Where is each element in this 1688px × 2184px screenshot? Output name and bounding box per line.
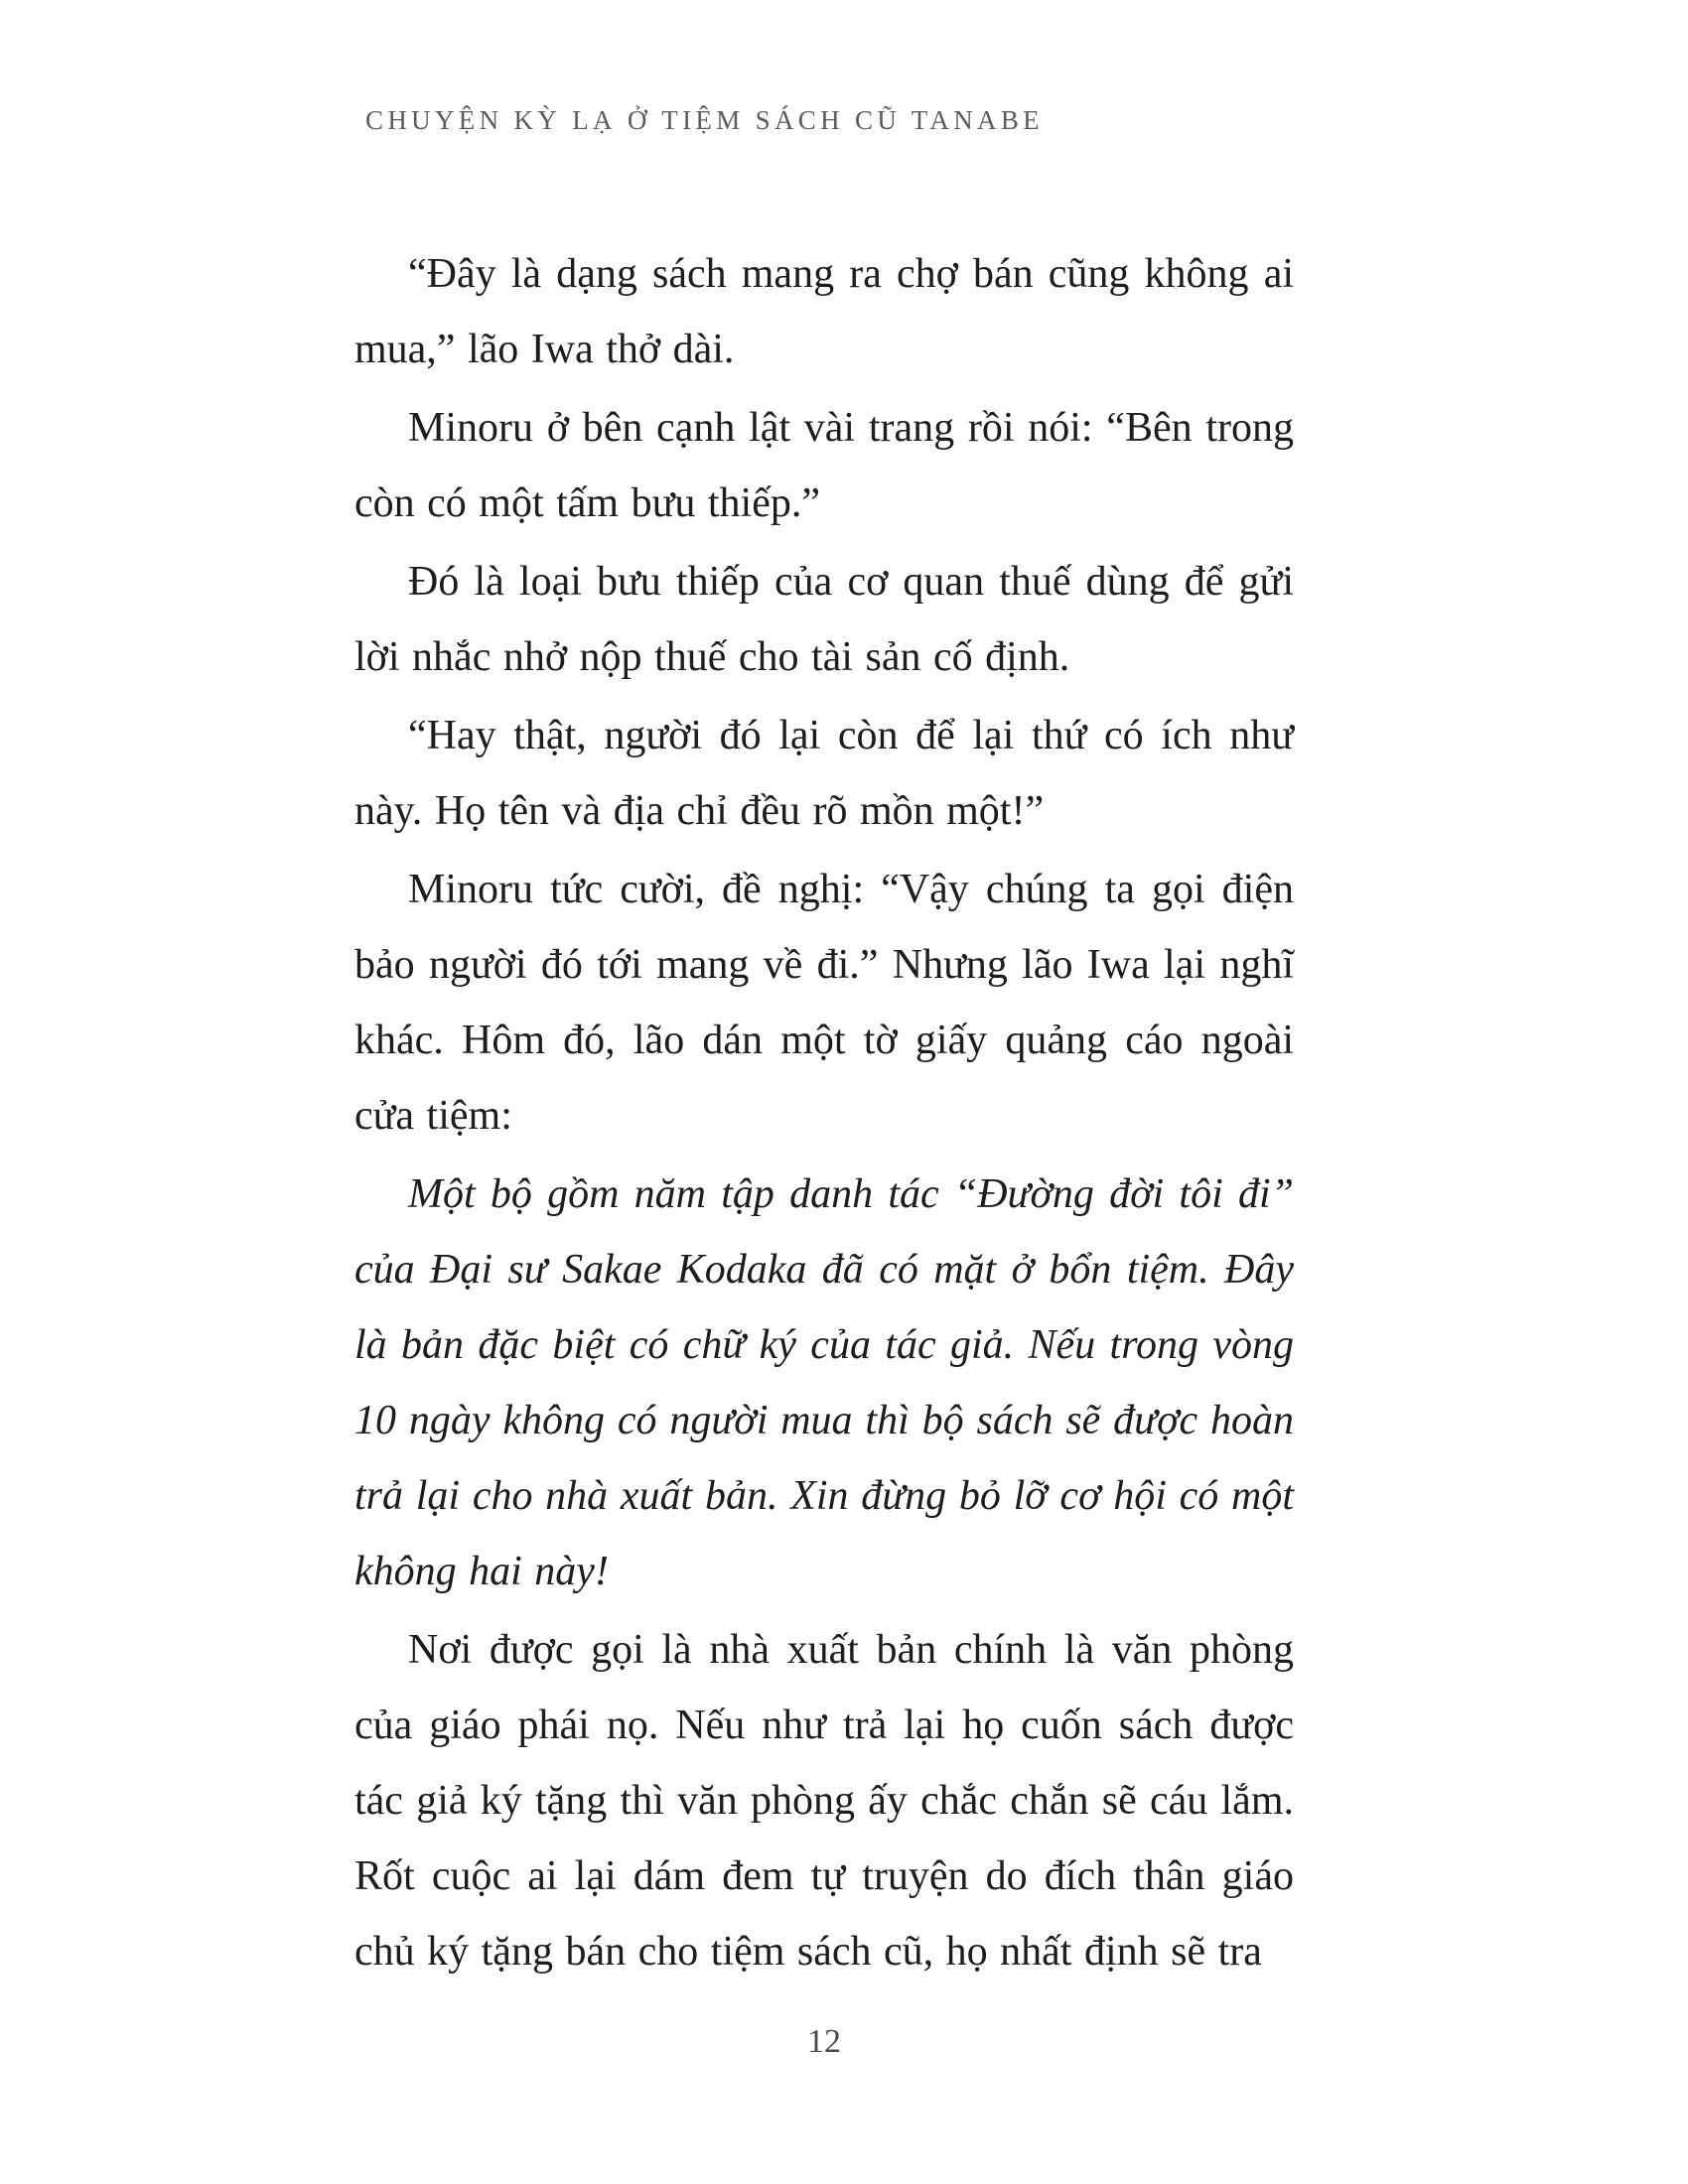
body-text-block [354, 236, 1294, 1992]
running-head: CHUYỆN KỲ LẠ Ở TIỆM SÁCH CŨ TANABE [365, 105, 1044, 135]
paragraph: Đó là loại bưu thiếp của cơ quan thuế dùng để gửi lời nhắc nhở nộp thuế cho tài sản cố định. [354, 559, 1294, 680]
paragraph: “Đây là dạng sách mang ra chợ bán cũng không ai mua,” lão Iwa thở dài. [354, 251, 1294, 372]
paragraph: “Hay thật, người đó lại còn để lại thứ có ích như này. Họ tên và địa chỉ đều rõ mồn một!” [354, 713, 1294, 834]
paragraph: Minoru ở bên cạnh lật vài trang rồi nói: “Bên trong còn có một tấm bưu thiếp.” [354, 405, 1294, 526]
paragraph: Nơi được gọi là nhà xuất bản chính là văn phòng của giáo phái nọ. Nếu như trả lại họ cuốn sách được tác giả ký tặng thì văn phòng ấy chắc chắn sẽ cáu lắm. Rốt cuộc ai lại dám đem tự truyện do đích thân giáo chủ ký tặng bán cho tiệm sách cũ, họ nhất định sẽ tra [354, 1627, 1294, 1975]
advertisement-paragraph: Một bộ gồm năm tập danh tác “Đường đời tôi đi” của Đại sư Sakae Kodaka đã có mặt ở bổn tiệm. Đây là bản đặc biệt có chữ ký của tác giả. Nếu trong vòng 10 ngày không có người mua thì bộ sách sẽ được hoàn trả lại cho nhà xuất bản. Xin đừng bỏ lỡ cơ hội có một không hai này! [354, 1171, 1294, 1594]
page-number: 12 [807, 2023, 841, 2060]
paragraph: Minoru tức cười, đề nghị: “Vậy chúng ta gọi điện bảo người đó tới mang về đi.” Nhưng lão Iwa lại nghĩ khác. Hôm đó, lão dán một tờ giấy quảng cáo ngoài cửa tiệm: [354, 867, 1294, 1139]
